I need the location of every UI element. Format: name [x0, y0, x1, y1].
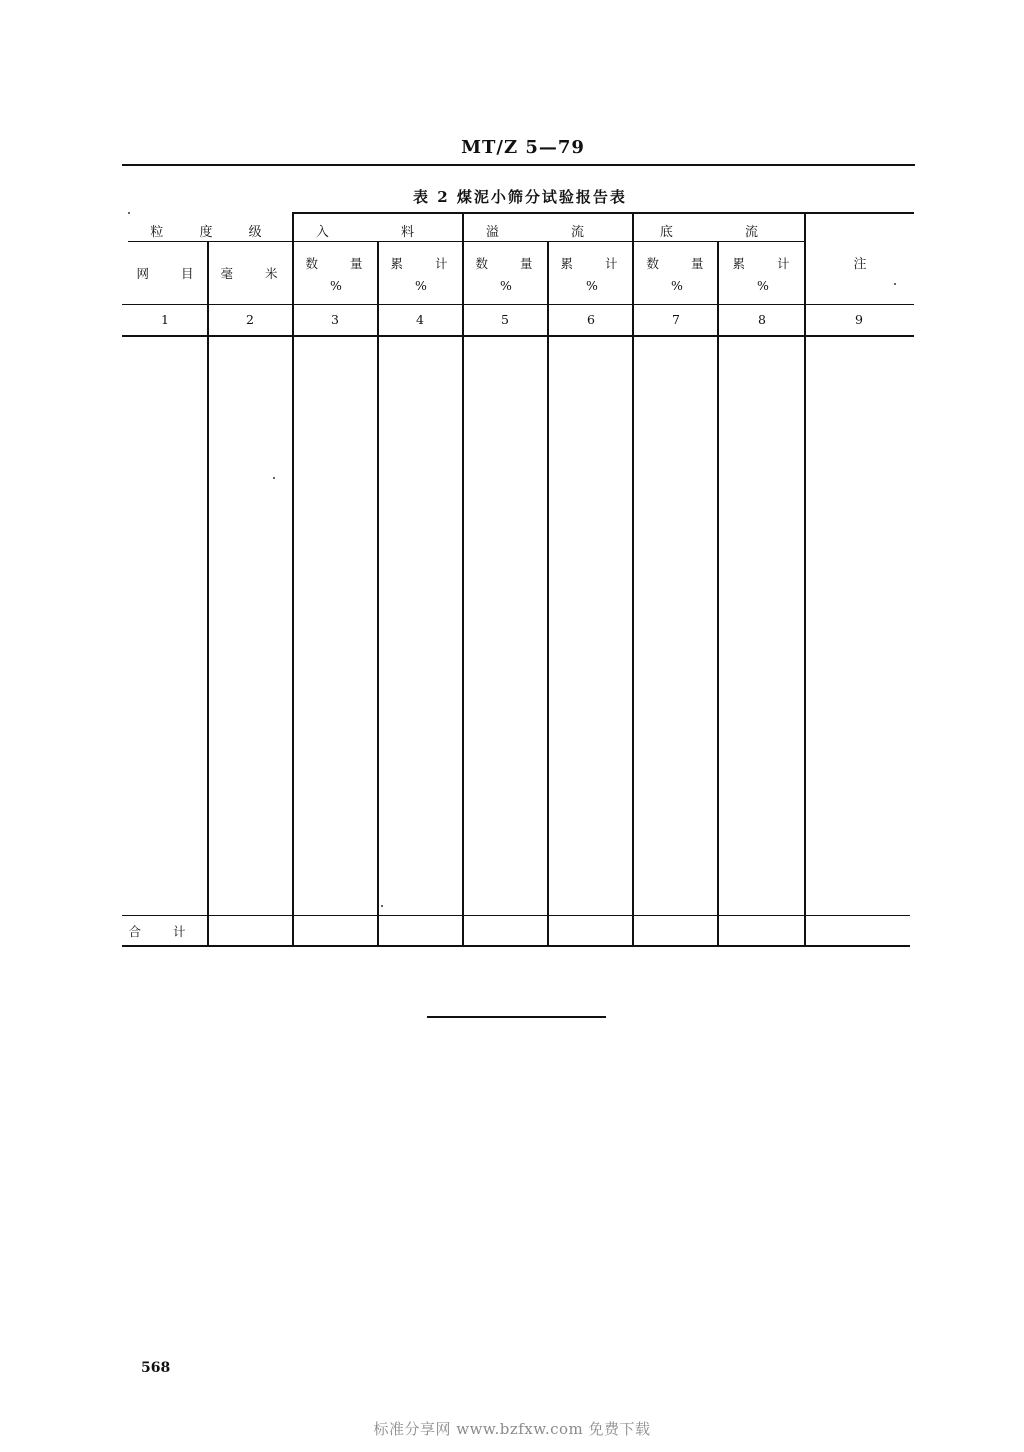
column-number: 8	[758, 312, 766, 327]
col-divider-overflow-qty-cum	[547, 242, 549, 946]
column-number: 4	[416, 312, 424, 327]
subheader-mesh: 网 目	[136, 266, 208, 281]
subheader-overflow-cum-unit: %	[586, 278, 598, 293]
total-row-label: 合 计	[128, 924, 200, 939]
subheader-feed-qty-unit: %	[330, 278, 342, 293]
col-divider-underflow-qty-cum	[717, 242, 719, 946]
group-header-divider	[128, 241, 806, 242]
subheader-feed-cum-unit: %	[415, 278, 427, 293]
subheader-overflow-qty: 数 量	[475, 256, 547, 271]
standard-code: MT/Z 5—79	[461, 137, 585, 158]
col-divider-size-feed	[292, 213, 294, 946]
page-number: 568	[141, 1360, 171, 1376]
subheader-bottom-rule	[122, 304, 914, 305]
col-divider-underflow-note	[804, 213, 806, 946]
total-row-top-rule	[122, 915, 910, 916]
subheader-underflow-cum-unit: %	[757, 278, 769, 293]
table-bottom-rule	[122, 945, 910, 947]
subheader-feed-qty: 数 量	[305, 256, 377, 271]
column-number-bottom-rule	[122, 335, 914, 337]
column-number: 7	[672, 312, 680, 327]
subheader-underflow-qty: 数 量	[646, 256, 718, 271]
header-particle-size: 粒 度 级	[150, 225, 278, 240]
scan-speck	[381, 905, 383, 907]
table-title: 表 2 煤泥小筛分试验报告表	[413, 188, 627, 206]
col-divider-feed-overflow	[462, 213, 464, 946]
subheader-mm: 毫 米	[220, 266, 292, 281]
column-number: 5	[501, 312, 509, 327]
header-overflow: 溢 流	[485, 225, 619, 240]
footer-watermark: 标准分享网 www.bzfxw.com 免费下载	[373, 1420, 651, 1438]
subheader-overflow-cum: 累 计	[560, 256, 632, 271]
scan-speck	[894, 283, 896, 285]
end-rule	[427, 1016, 606, 1018]
header-underflow: 底 流	[659, 225, 793, 240]
subheader-overflow-qty-unit: %	[500, 278, 512, 293]
subheader-feed-cum: 累 计	[390, 256, 462, 271]
header-feed: 入 料	[315, 225, 449, 240]
subheader-underflow-cum: 累 计	[732, 256, 804, 271]
column-number: 9	[855, 312, 863, 327]
col-divider-feed-qty-cum	[377, 242, 379, 946]
col-divider-overflow-underflow	[632, 213, 634, 946]
subheader-underflow-qty-unit: %	[671, 278, 683, 293]
scan-speck	[128, 212, 130, 214]
header-note: 注	[853, 257, 867, 272]
column-number: 1	[161, 312, 169, 327]
table-top-rule	[292, 212, 914, 214]
column-number: 2	[246, 312, 254, 327]
col-divider-mesh-mm	[207, 242, 209, 946]
column-number: 3	[331, 312, 339, 327]
scan-speck	[273, 477, 275, 479]
column-number: 6	[587, 312, 595, 327]
